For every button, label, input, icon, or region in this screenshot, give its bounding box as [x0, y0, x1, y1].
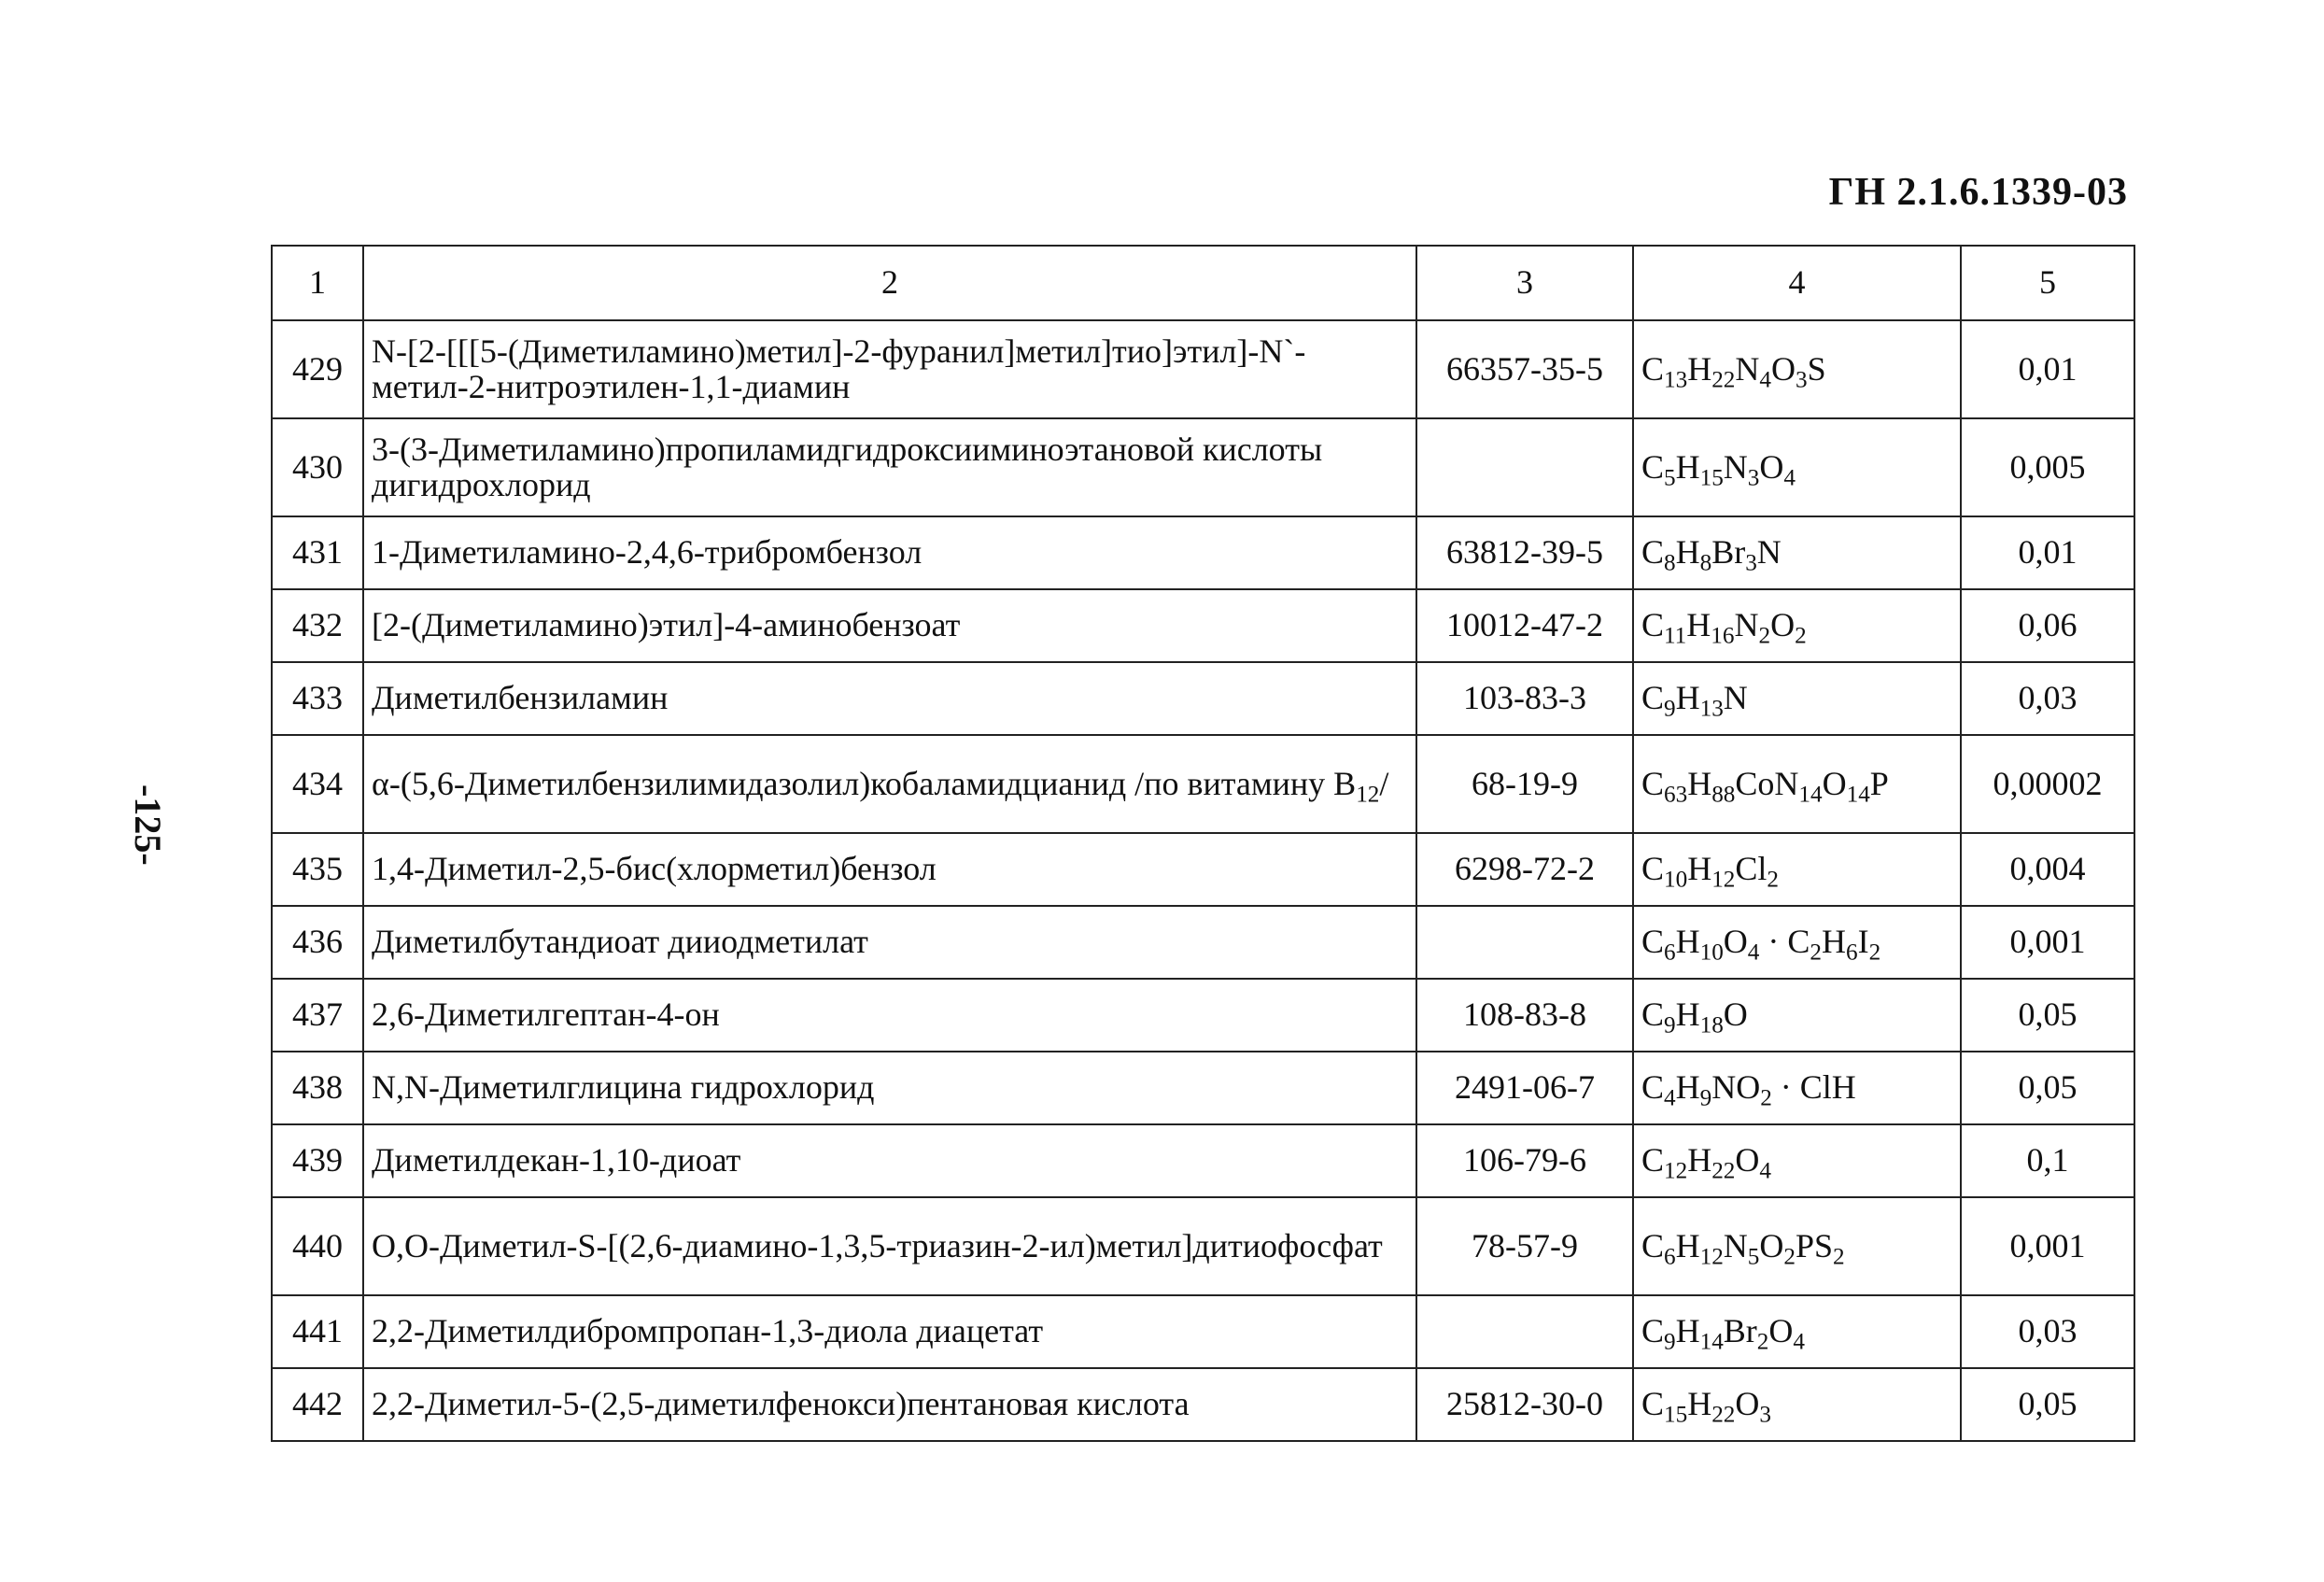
substance-name-cell: Диметилбензиламин — [363, 662, 1416, 735]
row-number-cell: 430 — [272, 418, 363, 516]
formula-cell: $C_{10}H_{12}Cl_2$ — [1633, 833, 1961, 906]
formula-cell: $C_5H_{15}N_3O_4$ — [1633, 418, 1961, 516]
cas-number-cell: 2491-06-7 — [1416, 1052, 1633, 1124]
limit-value-cell: 0,01 — [1961, 516, 2134, 589]
row-number-cell: 438 — [272, 1052, 363, 1124]
row-number-cell: 439 — [272, 1124, 363, 1197]
column-header: 5 — [1961, 246, 2134, 320]
substances-table — [271, 245, 2135, 1442]
table-row — [272, 1197, 2134, 1295]
substance-name-cell: 1-Диметиламино-2,4,6-трибромбензол — [363, 516, 1416, 589]
document-code: ГН 2.1.6.1339-03 — [1828, 171, 2128, 214]
column-header: 1 — [272, 246, 363, 320]
substance-name-cell: N-[2-[[[5-(Диметиламино)метил]-2-фуранил]метил]тио]этил]-N`-метил-2-нитроэтилен-1,1-диамин — [363, 320, 1416, 418]
substance-name-cell: 2,2-Диметилдибромпропан-1,3-диола диацетат — [363, 1295, 1416, 1368]
cas-number-cell: 10012-47-2 — [1416, 589, 1633, 662]
substance-name-cell: 3-(3-Диметиламино)пропиламидгидроксииминоэтановой кислоты дигидрохлорид — [363, 418, 1416, 516]
table-row — [272, 1368, 2134, 1441]
column-header: 2 — [363, 246, 1416, 320]
cas-number-cell — [1416, 418, 1633, 516]
column-header: 4 — [1633, 246, 1961, 320]
row-number-cell: 433 — [272, 662, 363, 735]
table-row — [272, 589, 2134, 662]
cas-number-cell: 63812-39-5 — [1416, 516, 1633, 589]
cas-number-cell: 108-83-8 — [1416, 979, 1633, 1052]
cas-number-cell: 106-79-6 — [1416, 1124, 1633, 1197]
table-row — [272, 833, 2134, 906]
row-number-cell: 432 — [272, 589, 363, 662]
limit-value-cell: 0,1 — [1961, 1124, 2134, 1197]
column-header: 3 — [1416, 246, 1633, 320]
limit-value-cell: 0,03 — [1961, 662, 2134, 735]
row-number-cell: 434 — [272, 735, 363, 833]
cas-number-cell: 6298-72-2 — [1416, 833, 1633, 906]
formula-cell: $C_8H_8Br_3N$ — [1633, 516, 1961, 589]
limit-value-cell: 0,05 — [1961, 1368, 2134, 1441]
page-number: -125- — [127, 784, 169, 866]
table-row — [272, 735, 2134, 833]
limit-value-cell: 0,004 — [1961, 833, 2134, 906]
table-header-row — [272, 246, 2134, 320]
row-number-cell: 437 — [272, 979, 363, 1052]
limit-value-cell: 0,001 — [1961, 1197, 2134, 1295]
table-row — [272, 1124, 2134, 1197]
table-row — [272, 320, 2134, 418]
cas-number-cell: 68-19-9 — [1416, 735, 1633, 833]
cas-number-cell: 66357-35-5 — [1416, 320, 1633, 418]
limit-value-cell: 0,001 — [1961, 906, 2134, 979]
substance-name-cell: 1,4-Диметил-2,5-бис(хлорметил)бензол — [363, 833, 1416, 906]
cas-number-cell — [1416, 1295, 1633, 1368]
limit-value-cell: 0,03 — [1961, 1295, 2134, 1368]
row-number-cell: 440 — [272, 1197, 363, 1295]
row-number-cell: 442 — [272, 1368, 363, 1441]
formula-cell: $C_9H_{13}N$ — [1633, 662, 1961, 735]
table-row — [272, 1295, 2134, 1368]
formula-cell: $C_4H_9NO_2$ · ClH — [1633, 1052, 1961, 1124]
substance-name-cell: α-(5,6-Диметилбензилимидазолил)кобаламидцианид /по витамину $B_{12}/$ — [363, 735, 1416, 833]
substance-name-cell: 2,6-Диметилгептан-4-он — [363, 979, 1416, 1052]
substance-name-cell: 2,2-Диметил-5-(2,5-диметилфенокси)пентановая кислота — [363, 1368, 1416, 1441]
formula-cell: $C_6H_{12}N_5O_2PS_2$ — [1633, 1197, 1961, 1295]
row-number-cell: 431 — [272, 516, 363, 589]
formula-cell: $C_{13}H_{22}N_4O_3S$ — [1633, 320, 1961, 418]
row-number-cell: 435 — [272, 833, 363, 906]
substance-name-cell: N,N-Диметилглицина гидрохлорид — [363, 1052, 1416, 1124]
cas-number-cell: 78-57-9 — [1416, 1197, 1633, 1295]
limit-value-cell: 0,05 — [1961, 1052, 2134, 1124]
limit-value-cell: 0,00002 — [1961, 735, 2134, 833]
formula-cell: $C_9H_{18}O$ — [1633, 979, 1961, 1052]
table-row — [272, 979, 2134, 1052]
substance-name-cell: Диметилдекан-1,10-диоат — [363, 1124, 1416, 1197]
limit-value-cell: 0,05 — [1961, 979, 2134, 1052]
limit-value-cell: 0,06 — [1961, 589, 2134, 662]
formula-cell: $C_{63}H_{88}CoN_{14}O_{14}P$ — [1633, 735, 1961, 833]
substance-name-cell: O,O-Диметил-S-[(2,6-диамино-1,3,5-триазин-2-ил)метил]дитиофосфат — [363, 1197, 1416, 1295]
row-number-cell: 436 — [272, 906, 363, 979]
row-number-cell: 441 — [272, 1295, 363, 1368]
substance-name-cell: [2-(Диметиламино)этил]-4-аминобензоат — [363, 589, 1416, 662]
substance-name-cell: Диметилбутандиоат дииодметилат — [363, 906, 1416, 979]
formula-cell: $C_6H_{10}O_4 \cdot C_2H_6I_2$ — [1633, 906, 1961, 979]
table-row — [272, 1052, 2134, 1124]
cas-number-cell: 103-83-3 — [1416, 662, 1633, 735]
limit-value-cell: 0,005 — [1961, 418, 2134, 516]
table-row — [272, 516, 2134, 589]
table-row — [272, 418, 2134, 516]
table-row — [272, 662, 2134, 735]
formula-cell: $C_9H_{14}Br_2O_4$ — [1633, 1295, 1961, 1368]
cas-number-cell: 25812-30-0 — [1416, 1368, 1633, 1441]
row-number-cell: 429 — [272, 320, 363, 418]
formula-cell: $C_{12}H_{22}O_4$ — [1633, 1124, 1961, 1197]
formula-cell: $C_{15}H_{22}O_3$ — [1633, 1368, 1961, 1441]
limit-value-cell: 0,01 — [1961, 320, 2134, 418]
formula-cell: $C_{11}H_{16}N_2O_2$ — [1633, 589, 1961, 662]
cas-number-cell — [1416, 906, 1633, 979]
table-row — [272, 906, 2134, 979]
